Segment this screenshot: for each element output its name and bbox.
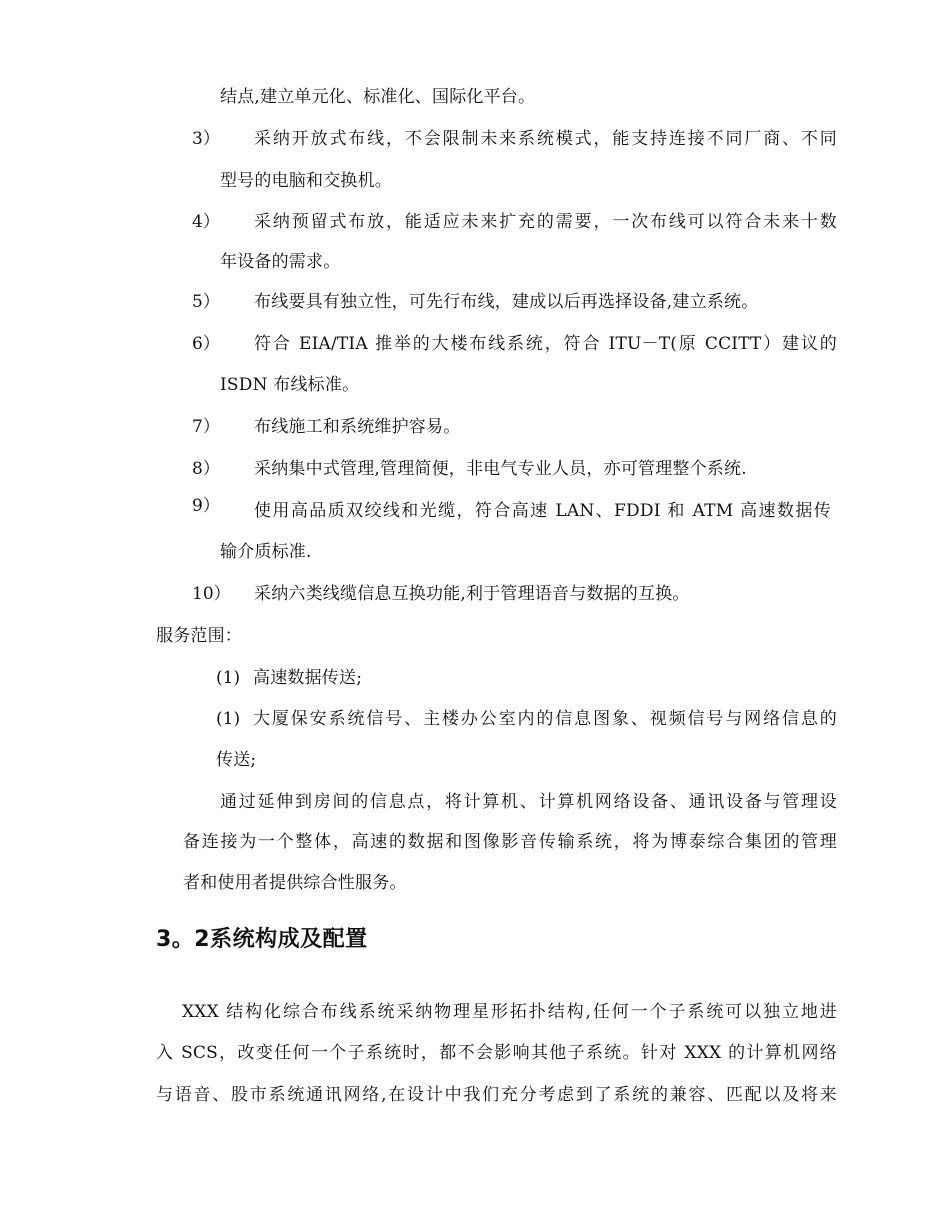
- feature-number: 4）: [192, 212, 220, 232]
- feature-text: 采纳预留式布放，能适应未来扩充的需要，一次布线可以符合未来十数: [254, 212, 837, 232]
- feature-number: 5）: [192, 292, 220, 312]
- feature-text: 采纳开放式布线，不会限制未来系统模式，能支持连接不同厂商、不同: [254, 129, 837, 149]
- section-heading: 3。2系统构成及配置: [156, 927, 368, 952]
- service-number: (1): [216, 709, 241, 729]
- feature-number: 10）: [192, 584, 231, 604]
- summary-line: 备连接为一个整体，高速的数据和图像影音传输系统，将为博泰综合集团的管理: [183, 832, 837, 852]
- feature-text: 布线施工和系统维护容易。: [254, 417, 461, 437]
- feature-text-continued: ISDN 布线标准。: [220, 375, 360, 395]
- service-scope-title: 服务范围：: [156, 626, 242, 646]
- intro-tail-text: 结点,建立单元化、标准化、国际化平台。: [220, 87, 536, 107]
- feature-text: 符合 EIA/TIA 推举的大楼布线系统，符合 ITU－T(原 CCITT）建议的: [254, 334, 837, 354]
- summary-line: 者和使用者提供综合性服务。: [183, 873, 407, 893]
- feature-number: 6）: [192, 334, 220, 354]
- service-text-continued: 传送;: [216, 750, 257, 770]
- feature-text: 采纳集中式管理,管理简便，非电气专业人员，亦可管理整个系统.: [254, 459, 747, 479]
- feature-text: 布线要具有独立性，可先行布线，建成以后再选择设备,建立系统。: [254, 292, 759, 312]
- feature-text: 采纳六类线缆信息互换功能,利于管理语音与数据的互换。: [254, 584, 690, 604]
- feature-number: 8）: [192, 459, 220, 479]
- feature-text-continued: 年设备的需求。: [220, 252, 341, 272]
- section-line: 与语音、股市系统通讯网络,在设计中我们充分考虑到了系统的兼容、匹配以及将来: [156, 1085, 837, 1105]
- service-text: 大厦保安系统信号、主楼办公室内的信息图象、视频信号与网络信息的: [253, 709, 837, 729]
- summary-line: 通过延伸到房间的信息点，将计算机、计算机网络设备、通讯设备与管理设: [220, 792, 837, 812]
- feature-number: 9）: [192, 496, 220, 516]
- section-line: 入 SCS，改变任何一个子系统时，都不会影响其他子系统。针对 XXX 的计算机网络: [156, 1043, 837, 1063]
- feature-text-continued: 输介质标准.: [220, 542, 312, 562]
- feature-number: 3）: [192, 129, 220, 149]
- feature-number: 7）: [192, 417, 220, 437]
- section-line: XXX 结构化综合布线系统采纳物理星形拓扑结构,任何一个子系统可以独立地进: [182, 1002, 837, 1022]
- feature-text: 使用高品质双绞线和光缆，符合高速 LAN、FDDI 和 ATM 高速数据传: [254, 501, 831, 521]
- feature-text-continued: 型号的电脑和交换机。: [220, 171, 392, 191]
- service-text: 高速数据传送;: [253, 668, 363, 688]
- service-number: (1): [216, 668, 241, 688]
